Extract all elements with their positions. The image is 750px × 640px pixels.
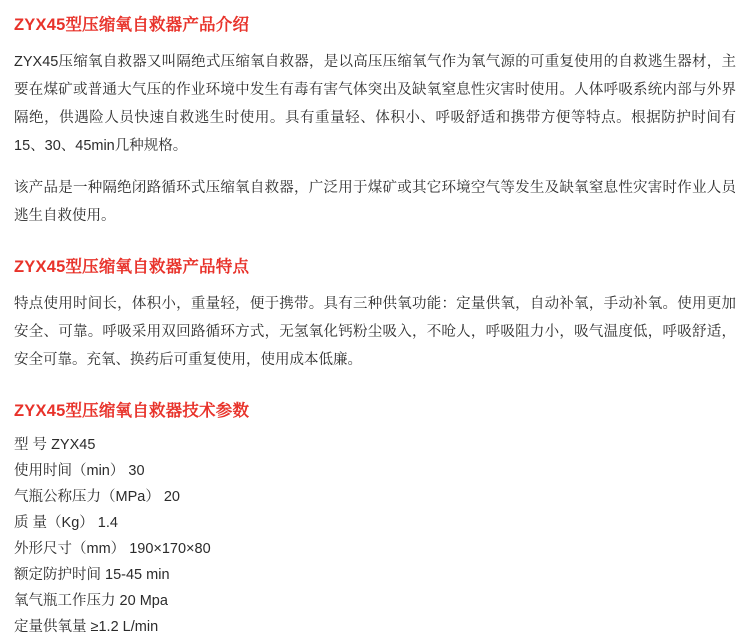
paragraph-product-intro-2: 该产品是一种隔绝闭路循环式压缩氧自救器，广泛用于煤矿或其它环境空气等发生及缺氧窒息性灾害时作业人员逃生自救使用。 [14,180,736,224]
paragraph-product-features-1: 特点使用时间长，体积小，重量轻，便于携带。具有三种供氧功能：定量供氧，自动补氧，手动补氧。使用更加安全、可靠。呼吸采用双回路循环方式，无氢氧化钙粉尘吸入，不呛人，呼吸阻力小，吸气温度低，呼吸舒适，安全可靠。充氧、换药后可重复使用，使用成本低廉。 [14,296,736,368]
section-heading-product-features: ZYX45型压缩氧自救器产品特点 [14,258,250,276]
spec-label: 定量供氧量 [14,619,87,635]
spec-value: 15-45 min [105,567,170,583]
spec-value: 20 Mpa [119,593,168,609]
spec-row-usage-time [14,458,736,484]
spec-value: ZYX45 [51,437,96,453]
spec-value: 1.4 [97,515,118,531]
spec-row-dimensions [14,536,736,562]
spec-row-cylinder-pressure [14,484,736,510]
section-heading-product-intro: ZYX45型压缩氧自救器产品介绍 [14,16,250,34]
spec-row-oxygen-cylinder-working-pressure [14,588,736,614]
spec-label: 额定防护时间 [14,567,101,583]
spec-label: 型 号 [14,437,48,453]
spec-list [14,432,736,640]
spec-row-constant-oxygen-supply [14,614,736,640]
spec-label: 质 量（Kg） [14,515,94,531]
spec-value: ≥1.2 L/min [90,619,159,635]
spec-label: 使用时间（min） [14,463,125,479]
paragraph-product-intro-1: ZYX45压缩氧自救器又叫隔绝式压缩氧自救器，是以高压压缩氧气作为氧气源的可重复使用的自救逃生器材，主要在煤矿或普通大气压的作业环境中发生有毒有害气体突出及缺氧窒息性灾害时使用。人体呼吸系统内部与外界隔绝，供遇险人员快速自救逃生时使用。具有重量轻、体积小、呼吸舒适和携带方便等特点。根据防护时间有15、30、45min几种规格。 [14,54,736,154]
spec-value: 20 [163,489,180,505]
spec-row-model [14,432,736,458]
spec-value: 190×170×80 [129,541,211,557]
spec-label: 气瓶公称压力（MPa） [14,489,160,505]
spec-row-weight [14,510,736,536]
section-heading-tech-params: ZYX45型压缩氧自救器技术参数 [14,402,250,420]
spec-value: 30 [128,463,145,479]
spec-label: 氧气瓶工作压力 [14,593,116,609]
spec-row-rated-protection-time [14,562,736,588]
spec-label: 外形尺寸（mm） [14,541,126,557]
